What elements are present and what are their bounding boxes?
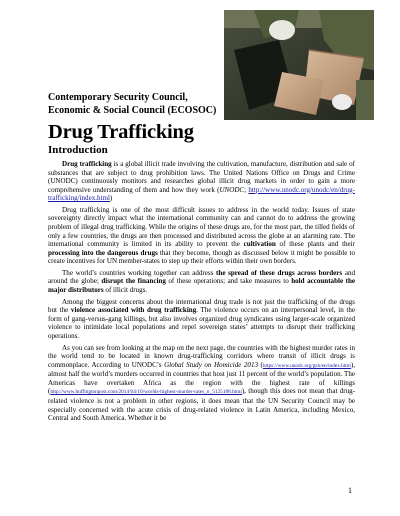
text-run: ( — [258, 360, 263, 369]
text-run: ) — [109, 194, 113, 203]
text-run: Among the biggest concerns about the international drug trade is not just the trafficking of the drugs but the — [48, 297, 355, 315]
council-name — [48, 92, 228, 117]
text-run: of these operations; and take measures to — [165, 277, 292, 286]
unodc-link[interactable]: http://www.unodc.org/unodc/en/drug-trafficking/index.html — [48, 185, 355, 203]
text-run: As you can see from looking at the map on the next page, the countries with the highest murder rates in the world tend to be located in known drug-trafficking corridors where transit of illicit drugs is commonplace. According to UNODC’s — [48, 343, 355, 369]
header-photo — [224, 10, 374, 120]
bold-phrase: Drug trafficking — [62, 160, 112, 168]
bold-phrase: violence associated with drug trafficking — [70, 306, 197, 315]
council-line-1: Contemporary Security Council, — [48, 92, 188, 103]
bold-phrase: the spread of these drugs across borders — [216, 268, 343, 277]
text-run: and around the globe; — [48, 268, 355, 286]
text-run: . The violence occurs on an interpersonal level, in the form of gang-versus-gang killings, but also involves organized drug syndicates using larger-scale organized violence to intimidate local populations and repel sovereign states’ attempts to disrupt their trafficking operations. — [48, 306, 355, 340]
section-heading-introduction: Introduction — [48, 144, 108, 156]
text-run: of these plants and their — [275, 240, 355, 249]
text-run: ; — [244, 185, 249, 194]
drug-seizure-photo — [224, 10, 374, 120]
huffingtonpost-link[interactable]: http://www.huffingtonpost.com/2014/04/10/worlds-highest-murder-rates_n_5125188.html — [50, 389, 242, 396]
page-number: 1 — [348, 486, 352, 495]
paragraph-3 — [48, 269, 355, 295]
citation: Global Study on Homicide 2013 — [164, 360, 259, 369]
text-run: The world’s countries working together can address — [62, 268, 217, 277]
text-run: of illicit drugs. — [103, 286, 148, 295]
gsh-link[interactable]: https://www.unodc.org/gsh/en/index.html — [262, 362, 351, 369]
heading-block — [48, 92, 228, 143]
text-run: that they become, though as discussed below it might be possible to create incentives for UN member-states to step up their efforts within their own borders. — [48, 248, 356, 266]
paragraph-5 — [48, 344, 355, 423]
text-run: is a global illicit trade involving the cultivation, manufacture, distribution and sale of substances that are subject to drug prohibition laws. The United Nations Office on Drugs and Crime (UNODC) continuously monitors and researches global illicit drug markets in order to gain a more comprehensive understanding of them and how they work ( — [48, 160, 355, 194]
paragraph-2 — [48, 206, 355, 266]
bold-phrase: cultivation — [243, 240, 276, 249]
paragraph-1 — [48, 160, 355, 203]
document-title: Drug Trafficking — [48, 121, 194, 143]
bold-phrase: processing into the dangerous drugs — [48, 248, 158, 257]
text-run: ), almost half the world’s murders occurred in countries that host just 11 percent of the world’s population. The Americas have overtaken Africa as the region with the highest rate of killings ( — [48, 360, 355, 396]
body-text — [48, 160, 355, 426]
council-line-2: Economic & Social Council (ECOSOC) — [48, 104, 217, 116]
citation: UNODC — [219, 185, 245, 194]
bold-phrase: hold accountable the major distributors — [48, 277, 355, 295]
bold-phrase: disrupt the financing — [101, 277, 166, 286]
text-run: Drug trafficking is one of the most difficult issues to address in the world today. Issues of state sovereignty directly impact what the international community can and cannot do to address the growing problem of illegal drug trafficking. While the origins of these drugs are, for the most part, the tilled fields of only a few countries, the drugs are then processed and distributed across the globe at an alarming rate. The international community is limited in its ability to prevent the — [48, 205, 355, 249]
text-run: ), though this does not mean that drug-related violence is not a problem in other regions, it does mean that the UN Security Council may be especially concerned with the acute crisis of drug-related violence in Latin America, including Mexico, Central and South America. Whether it be — [48, 387, 355, 423]
paragraph-4 — [48, 298, 355, 341]
